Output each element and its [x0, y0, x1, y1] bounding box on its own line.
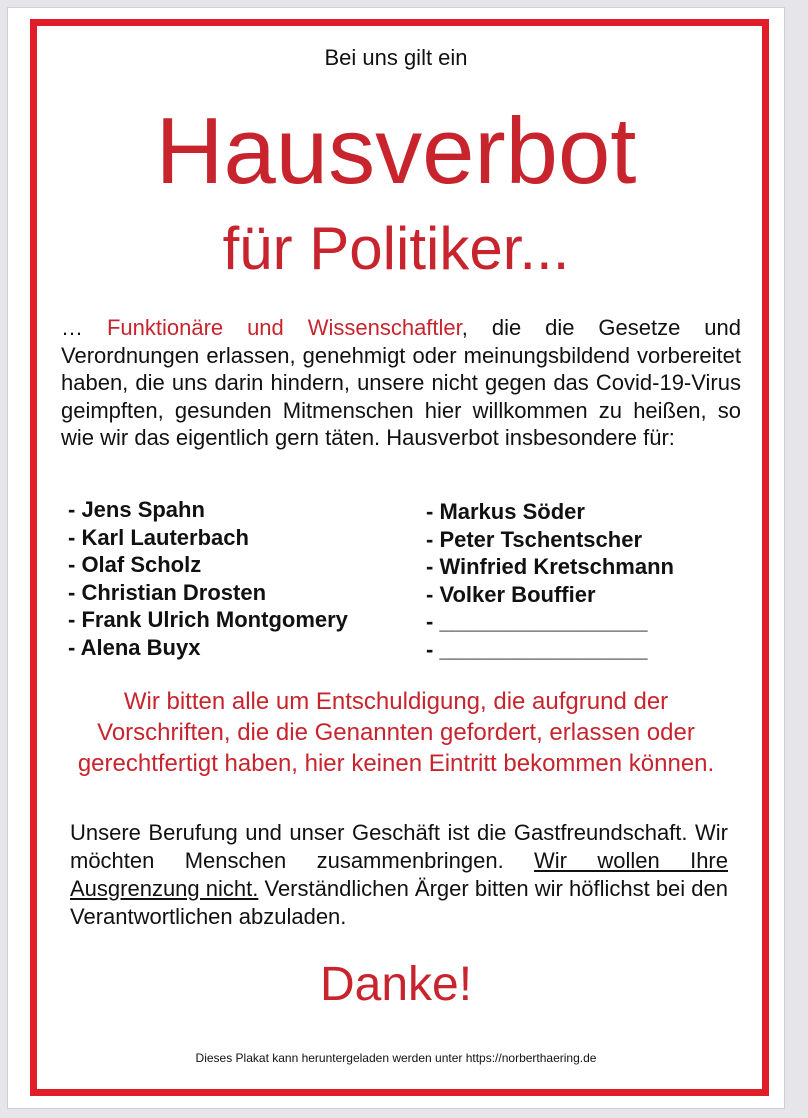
apology-text: Wir bitten alle um Entschuldigung, die aufgrund der Vorschriften, die die Genannten gefordert, erlassen oder gerechtfertigt haben, hier keinen Eintritt bekommen können. [77, 688, 715, 777]
list-item: - Jens Spahn [68, 497, 205, 522]
list-item: - Markus Söder [426, 499, 585, 524]
closing-part-2: Verständlichen Ärger bitten wir höflichst bei den Verantwortlichen abzuladen. [70, 876, 728, 929]
paragraph-rest: , die die Gesetze und Verordnungen erlassen, genehmigt oder meinungsbildend vorbereitet haben, die uns darin hindern, unsere nicht gegen das Covid-19-Virus geimpften, gesunden Mitmenschen hier willkommen zu heißen, so wie wir das eigentlich gern täten. Hausverbot insbesondere für: [61, 315, 741, 450]
list-item: - Karl Lauterbach [68, 524, 249, 550]
poster-page [8, 8, 784, 1108]
headline: Hausverbot [155, 98, 637, 203]
underlined-statement: Wir wollen Ihre Ausgrenzung nicht. [70, 848, 728, 901]
intro-paragraph [61, 314, 741, 452]
subheadline: für Politiker... [222, 215, 570, 282]
list-item: - Winfried Kretschmann [426, 554, 674, 579]
list-item: - Peter Tschentscher [426, 526, 643, 552]
paragraph-lead: … [61, 315, 107, 340]
names-list-right [426, 498, 674, 663]
highlight-text: Funktionäre und Wissenschaftler [106, 315, 462, 340]
list-item: - Alena Buyx [68, 634, 201, 660]
list-item: - Frank Ulrich Montgomery [68, 607, 348, 632]
intro-text: Bei uns gilt ein [324, 45, 468, 70]
thanks-text: Danke! [319, 958, 473, 1011]
closing-paragraph [70, 819, 728, 931]
names-list-left [68, 496, 348, 661]
blank-line-item: - _________________ [426, 609, 648, 634]
list-item: - Olaf Scholz [68, 552, 202, 577]
footer-note: Dieses Plakat kann heruntergeladen werden unter https://norberthaering.de [195, 1051, 597, 1065]
list-item: - Christian Drosten [68, 579, 267, 605]
list-item: - Volker Bouffier [426, 581, 596, 607]
closing-part-1: Unsere Berufung und unser Geschäft ist die Gastfreundschaft. Wir möchten Menschen zusammenbringen. [70, 820, 728, 873]
blank-line-item: - _________________ [426, 636, 648, 662]
